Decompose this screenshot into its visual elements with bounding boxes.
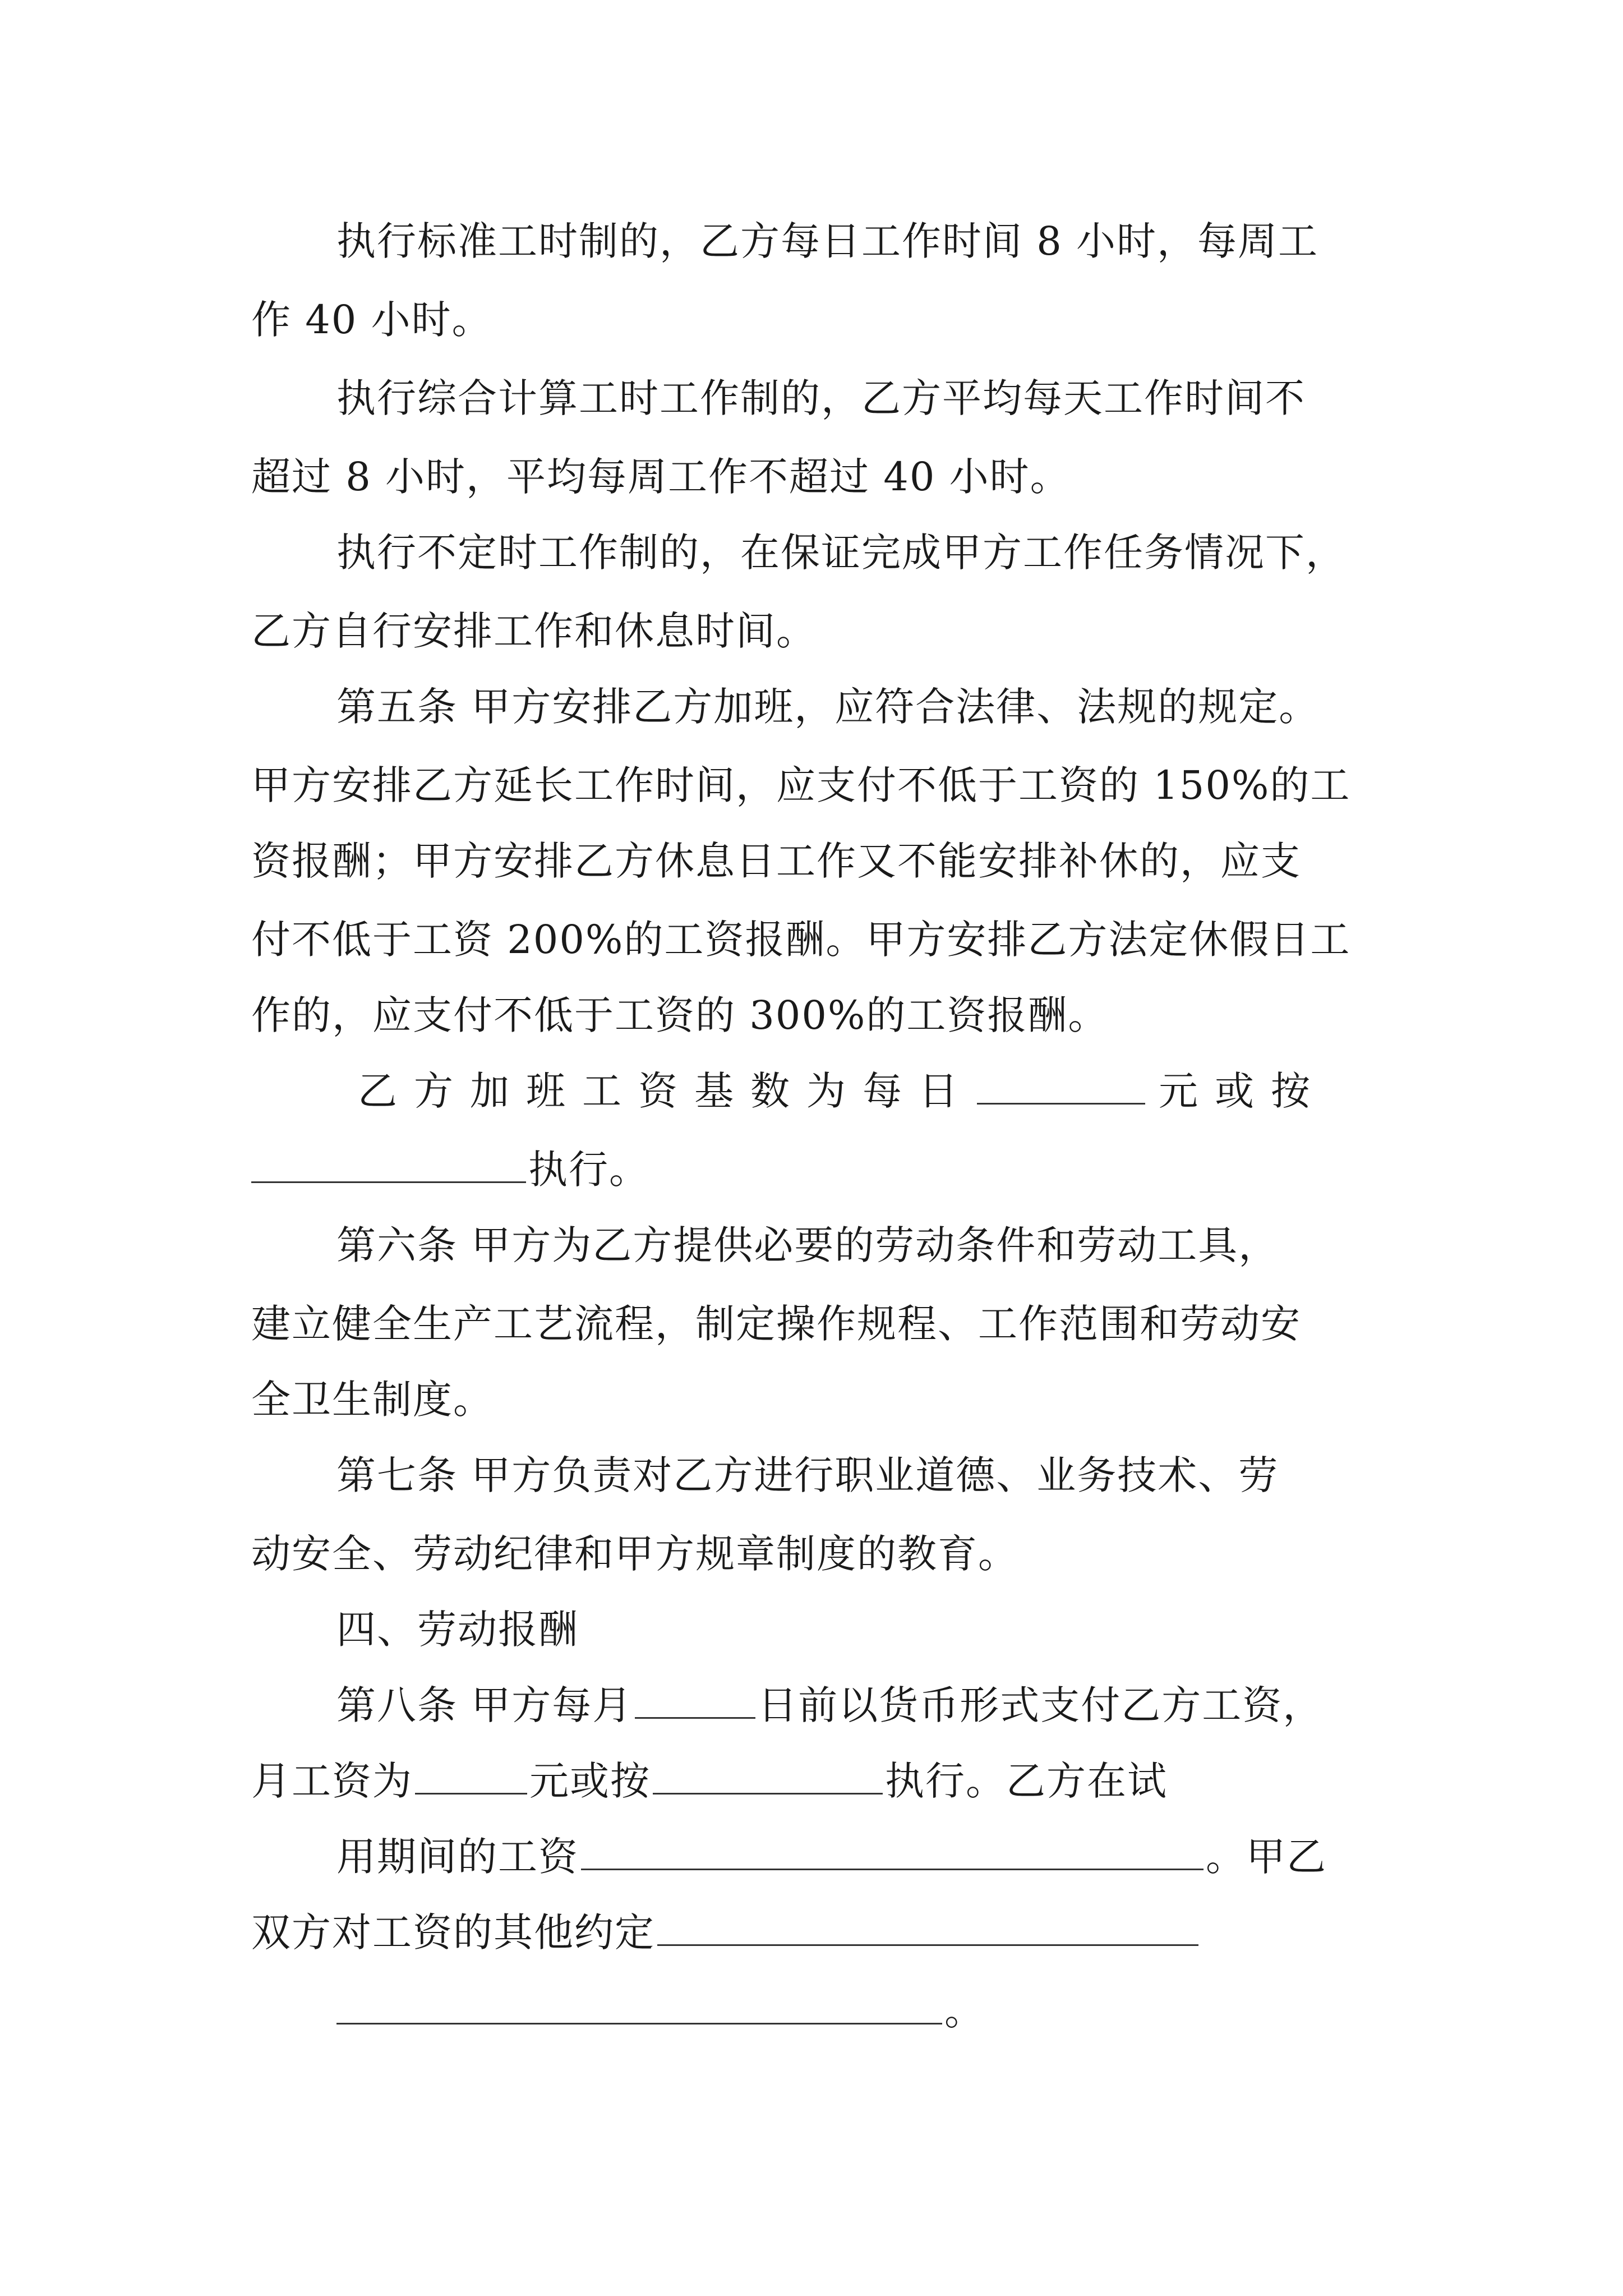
- monthly-wage-blank[interactable]: [415, 1758, 527, 1795]
- probation-wage-blank[interactable]: [581, 1834, 1204, 1870]
- paragraph-line: 超过 8 小时，平均每周工作不超过 40 小时。: [251, 454, 1071, 500]
- paragraph-line: 乙方自行安排工作和休息时间。: [251, 608, 817, 654]
- other-agreement-blank[interactable]: [657, 1910, 1198, 1946]
- overtime-base-line: 乙方加班工资基数为每日 元或按: [358, 1068, 1327, 1114]
- section-heading: 四、劳动报酬: [336, 1607, 579, 1653]
- paragraph-line: 资报酬；甲方安排乙方休息日工作又不能安排补休的，应支: [251, 838, 1301, 884]
- paragraph-line: 甲方安排乙方延长工作时间，应支付不低于工资的 150%的工: [251, 762, 1351, 808]
- paragraph-line: 执行综合计算工时工作制的，乙方平均每天工作时间不: [336, 375, 1306, 421]
- paragraph-line: 付不低于工资 200%的工资报酬。甲方安排乙方法定休假日工: [251, 917, 1351, 963]
- article-8-line: 第八条 甲方每月 日前以货币形式支付乙方工资，: [336, 1682, 1324, 1728]
- other-agreement-blank-2[interactable]: [336, 1988, 942, 2024]
- pay-day-blank[interactable]: [635, 1682, 755, 1719]
- wage-standard-blank[interactable]: [653, 1758, 883, 1795]
- overtime-standard-blank[interactable]: [251, 1147, 526, 1183]
- paragraph-line: 作 40 小时。: [251, 297, 492, 343]
- paragraph-line: 执行标准工时制的，乙方每日工作时间 8 小时，每周工: [336, 218, 1319, 264]
- probation-wage-line: 用期间的工资 。甲乙: [336, 1834, 1327, 1880]
- paragraph-line: 全卫生制度。: [251, 1377, 494, 1423]
- paragraph-line: 月工资为 元或按 执行。乙方在试: [251, 1758, 1168, 1804]
- article-5-line: 第五条 甲方安排乙方加班，应符合法律、法规的规定。: [336, 684, 1320, 730]
- other-agreement-line: 双方对工资的其他约定: [251, 1907, 1201, 1958]
- paragraph-line: 执行不定时工作制的，在保证完成甲方工作任务情况下，: [336, 530, 1346, 576]
- paragraph-line: 建立健全生产工艺流程，制定操作规程、工作范围和劳动安: [251, 1301, 1301, 1347]
- paragraph-line: 作的，应支付不低于工资的 300%的工资报酬。: [251, 992, 1109, 1038]
- overtime-daily-base-blank[interactable]: [977, 1068, 1145, 1105]
- overtime-base-line-2: 执行。: [251, 1144, 649, 1195]
- other-agreement-line-2: 。: [336, 1986, 985, 2036]
- paragraph-line: 动安全、劳动纪律和甲方规章制度的教育。: [251, 1531, 1018, 1577]
- article-6-line: 第六条 甲方为乙方提供必要的劳动条件和劳动工具，: [336, 1222, 1279, 1268]
- article-7-line: 第七条 甲方负责对乙方进行职业道德、业务技术、劳: [336, 1452, 1279, 1498]
